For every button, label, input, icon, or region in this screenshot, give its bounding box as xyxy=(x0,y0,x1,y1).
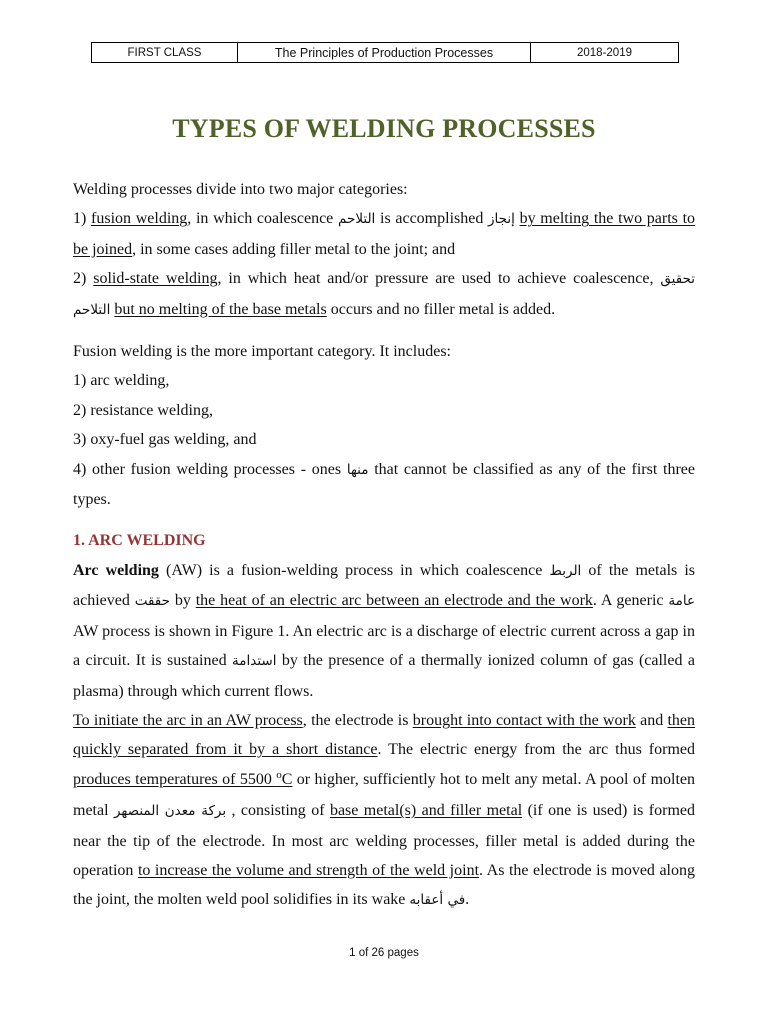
course-header-table xyxy=(91,42,679,63)
arabic-gloss: إنجاز xyxy=(488,211,515,228)
course-title: The Principles of Production Processes xyxy=(238,43,531,63)
document-body xyxy=(73,175,695,916)
page-title: TYPES OF WELDING PROCESSES xyxy=(172,114,596,143)
underlined-phrase: to increase the volume and strength of the weld joint xyxy=(137,861,480,879)
underlined-phrase: then quickly separated from it by a short distance xyxy=(73,711,696,759)
underlined-phrase: but no melting of the base metals xyxy=(114,300,327,318)
temperature-phrase: produces temperatures of 5500 $^o$C xyxy=(73,768,293,788)
arabic-gloss: الربط xyxy=(549,562,582,579)
arabic-gloss: بركة معدن المنصهر xyxy=(113,803,227,820)
arabic-gloss: تحقيق التلاحم xyxy=(73,271,696,318)
arabic-gloss: حققت xyxy=(134,593,170,610)
arabic-gloss: منها xyxy=(346,461,369,478)
fusion-list-lead: Fusion welding is the more important category. It includes: xyxy=(73,343,451,361)
solid-state-welding-definition: 2) solid-state welding, in which heat and/or pressure are used to achieve coalescence, تحقيق التلاحم but no melting of the base metals occurs and no filler metal is added. xyxy=(73,270,696,318)
underlined-phrase: To initiate the arc in an AW process xyxy=(73,711,303,729)
academic-year: 2018-2019 xyxy=(531,43,679,63)
degree-superscript: o xyxy=(276,768,282,781)
arabic-gloss: التلاحم xyxy=(337,211,376,228)
fusion-list-item: 1) arc welding, xyxy=(73,372,170,390)
solid-state-welding-term: solid-state welding xyxy=(93,270,218,288)
arabic-gloss: استدامة xyxy=(232,653,277,670)
fusion-list-item: 2) resistance welding, xyxy=(73,401,213,419)
fusion-welding-term: fusion welding xyxy=(91,210,188,228)
arabic-gloss: عامة xyxy=(668,593,695,610)
arabic-gloss: في أعقابه xyxy=(409,892,466,909)
bold-term: Arc welding xyxy=(73,561,159,579)
fusion-list-item: 4) other fusion welding processes - ones منها that cannot be classified as any of the first three types. xyxy=(73,460,696,509)
underlined-phrase: brought into contact with the work xyxy=(412,711,636,729)
underlined-phrase: base metal(s) and filler metal xyxy=(329,802,523,820)
class-label: FIRST CLASS xyxy=(92,43,238,63)
arc-welding-paragraph-2: To initiate the arc in an AW process, the electrode is brought into contact with the work and then quickly separated from it by a short distance. The electric energy from the arc thus formed produces temperatures of 5500 $^o$C or higher, sufficiently hot to melt any metal. A pool of molten metal بركة معدن المنصهر , consisting of base metal(s) and filler metal (if one is used) is formed near the tip of the electrode. In most arc welding processes, filler metal is added during the operation to increase the volume and strength of the weld joint. As the electrode is moved along the joint, the molten weld pool solidifies in its wake في أعقابه. xyxy=(73,711,696,909)
page-number-footer: 1 of 26 pages xyxy=(349,947,419,959)
fusion-list-item: 3) oxy-fuel gas welding, and xyxy=(73,431,257,449)
arc-welding-paragraph-1: Arc welding (AW) is a fusion-welding process in which coalescence الربط of the metals is achieved حققت by the heat of an electric arc between an electrode and the work. A generic عامة AW process is shown in Figure 1. An electric arc is a discharge of electric current across a gap in a circuit. It is sustained استدامة by the presence of a thermally ionized column of gas (called a plasma) through which current flows. xyxy=(73,561,696,700)
fusion-welding-definition: 1) fusion welding, in which coalescence التلاحم is accomplished إنجاز by melting the two parts to be joined, in some cases adding filler metal to the joint; and xyxy=(73,210,696,258)
underlined-phrase: by melting the two parts to be joined xyxy=(73,210,696,258)
section-heading-arc-welding: 1. ARC WELDING xyxy=(73,532,206,550)
intro-lead: Welding processes divide into two major categories: xyxy=(73,181,408,198)
underlined-phrase: the heat of an electric arc between an electrode and the work xyxy=(195,592,593,610)
